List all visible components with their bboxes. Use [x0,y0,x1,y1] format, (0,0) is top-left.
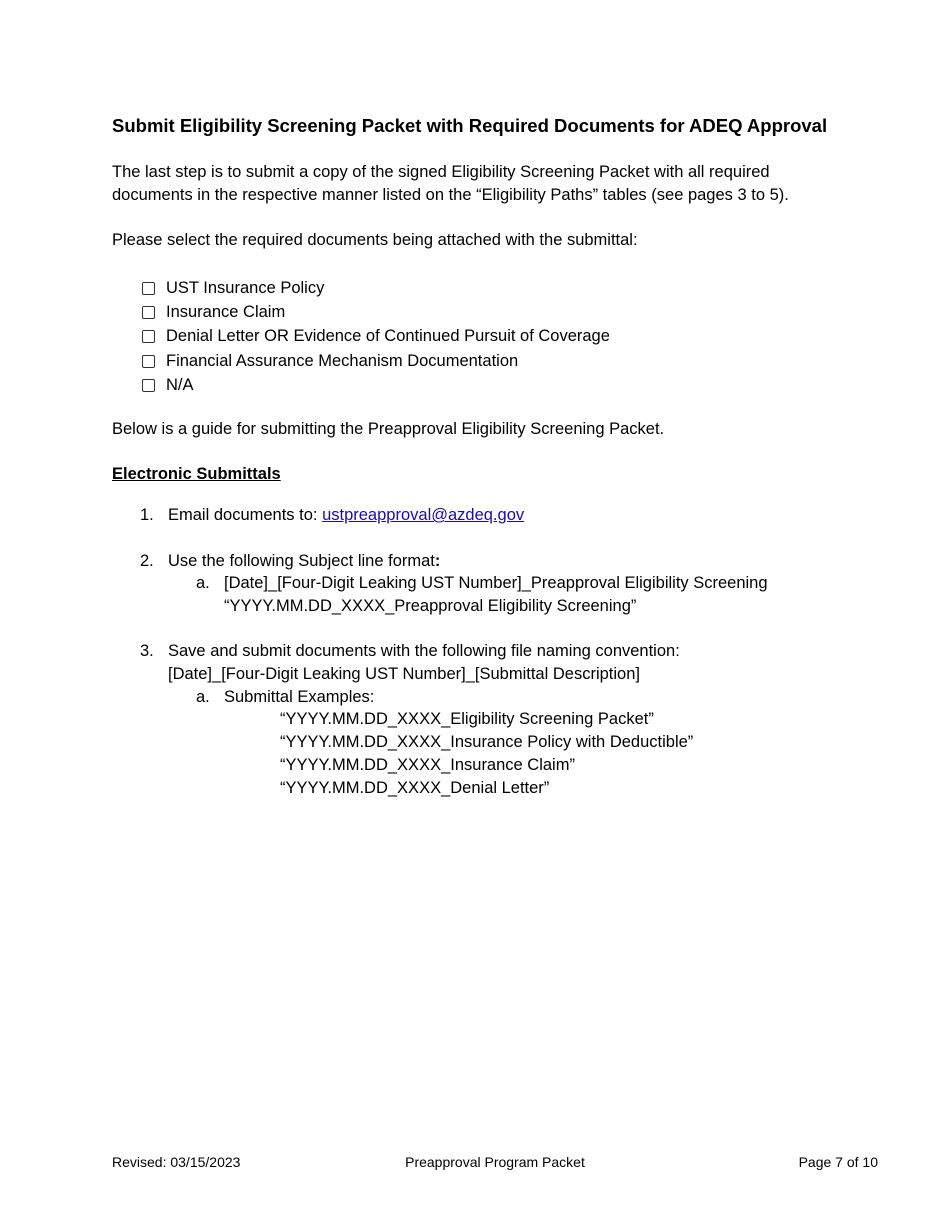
subject-example: “YYYY.MM.DD_XXXX_Preapproval Eligibility Screening” [224,597,637,615]
email-link[interactable]: ustpreapproval@azdeq.gov [322,506,525,524]
step-text: Email documents to: [168,506,323,524]
checkbox-label: Insurance Claim [166,302,286,321]
example-item: “YYYY.MM.DD_XXXX_Insurance Policy with Deductible” [280,733,694,751]
select-prompt: Please select the required documents being attached with the submittal: [112,231,638,249]
footer-revised-date: Revised: 03/15/2023 [112,1154,241,1170]
page-title: Submit Eligibility Screening Packet with Required Documents for ADEQ Approval [112,115,828,136]
step-colon: : [434,552,441,570]
checkbox[interactable] [142,379,155,392]
checkbox[interactable] [142,282,155,295]
step-number: 1. [140,506,154,524]
example-item: “YYYY.MM.DD_XXXX_Eligibility Screening Packet” [280,710,654,728]
checkbox-label: Denial Letter OR Evidence of Continued Pursuit of Coverage [166,327,610,346]
checkbox-label: N/A [166,375,194,394]
intro-paragraph: The last step is to submit a copy of the signed Eligibility Screening Packet with all required documents in the respective manner listed on the “Eligibility Paths” tables (see pages 3 to 5). [112,163,789,204]
subitem-letter: a. [196,688,210,706]
checkbox-label: Financial Assurance Mechanism Documentation [166,351,519,370]
checkbox[interactable] [142,306,155,319]
subitem-letter: a. [196,574,210,592]
step-3 [140,640,680,663]
footer-document-title: Preapproval Program Packet [405,1154,585,1170]
step-3-subitem-a [196,686,374,709]
checklist-item-insurance-claim[interactable] [142,300,610,324]
step-1 [140,504,524,527]
checklist-item-na[interactable] [142,373,610,397]
example-item: “YYYY.MM.DD_XXXX_Denial Letter” [280,779,550,797]
document-checklist [142,276,610,397]
step-2-subitem-a [196,572,768,595]
checklist-item-denial-letter[interactable] [142,325,610,349]
checkbox[interactable] [142,355,155,368]
checklist-item-ust-insurance-policy[interactable] [142,276,610,300]
checklist-item-financial-assurance[interactable] [142,349,610,373]
subitem-text: Submittal Examples: [224,688,375,706]
step-number: 2. [140,552,154,570]
step-text: Save and submit documents with the following file naming convention: [168,642,680,660]
footer-page-number: Page 7 of 10 [798,1154,878,1170]
checkbox[interactable] [142,330,155,343]
step-2 [140,550,440,573]
naming-convention: [Date]_[Four-Digit Leaking UST Number]_[Submittal Description] [168,665,640,683]
guide-intro: Below is a guide for submitting the Preapproval Eligibility Screening Packet. [112,420,665,438]
step-number: 3. [140,642,154,660]
checkbox-label: UST Insurance Policy [166,278,325,297]
section-title-electronic-submittals: Electronic Submittals [112,465,281,483]
example-item: “YYYY.MM.DD_XXXX_Insurance Claim” [280,756,575,774]
subject-format: [Date]_[Four-Digit Leaking UST Number]_Preapproval Eligibility Screening [224,574,768,592]
step-text: Use the following Subject line format [168,552,435,570]
